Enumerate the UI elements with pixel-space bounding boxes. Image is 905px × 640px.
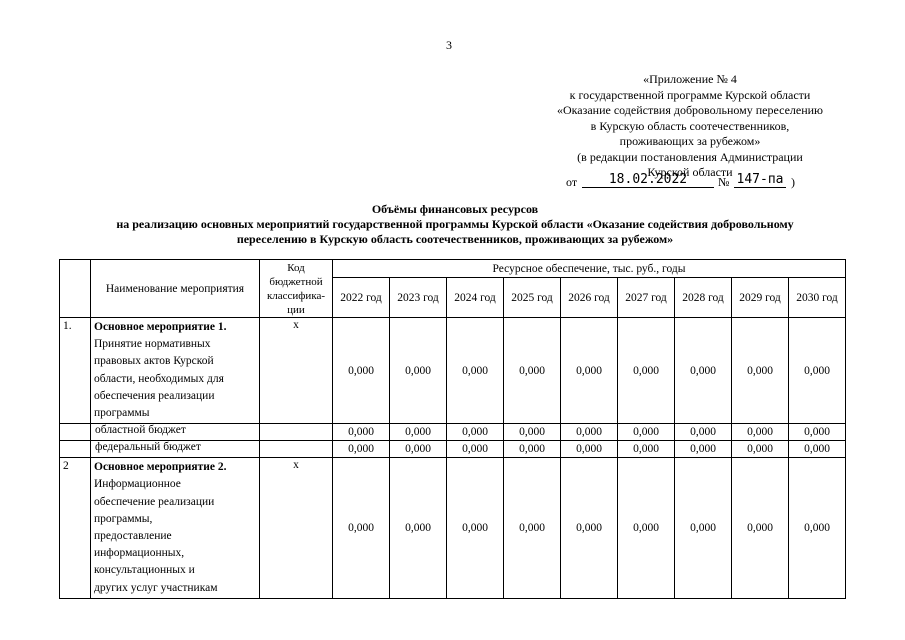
- activity-line: информационных,: [94, 547, 185, 560]
- title-line: Объёмы финансовых ресурсов: [371, 202, 539, 216]
- value-cell: 0,000: [390, 441, 447, 458]
- value-cell: 0,000: [618, 424, 675, 441]
- value-cell: 0,000: [447, 458, 504, 599]
- value-cell: 0,000: [618, 318, 675, 424]
- header-year: 2027 год: [618, 278, 675, 318]
- value-cell: 0,000: [561, 458, 618, 599]
- value-cell: 0,000: [447, 424, 504, 441]
- budget-source: областной бюджет: [91, 424, 260, 441]
- page-number: 3: [446, 38, 452, 52]
- decree-number: 147-па: [734, 172, 786, 188]
- table-row: [60, 458, 846, 599]
- appendix-line: Курской области: [647, 165, 733, 179]
- value-cell: 0,000: [618, 458, 675, 599]
- appendix-line: проживающих за рубежом»: [619, 134, 761, 148]
- value-cell: 0,000: [675, 458, 732, 599]
- value-cell: 0,000: [390, 318, 447, 424]
- value-cell: 0,000: [732, 424, 789, 441]
- activity-title: Основное мероприятие 2.: [94, 461, 227, 474]
- value-cell: 0,000: [504, 318, 561, 424]
- row-number: 2: [60, 458, 91, 599]
- value-cell: 0,000: [675, 441, 732, 458]
- row-number: [60, 441, 91, 458]
- value-cell: 0,000: [561, 424, 618, 441]
- value-cell: 0,000: [447, 441, 504, 458]
- value-cell: 0,000: [504, 458, 561, 599]
- value-cell: 0,000: [390, 424, 447, 441]
- value-cell: 0,000: [447, 318, 504, 424]
- value-cell: 0,000: [789, 458, 846, 599]
- budget-code: х: [260, 458, 333, 599]
- value-cell: 0,000: [618, 441, 675, 458]
- value-cell: 0,000: [504, 424, 561, 441]
- title-line: на реализацию основных мероприятий государственной программы Курской области «Оказание содействия добровольному: [116, 217, 794, 231]
- value-cell: 0,000: [333, 318, 390, 424]
- value-cell: 0,000: [789, 441, 846, 458]
- value-cell: 0,000: [789, 318, 846, 424]
- budget-code: [260, 424, 333, 441]
- activity-line: Принятие нормативных: [94, 338, 211, 351]
- activity-title: Основное мероприятие 1.: [94, 321, 227, 333]
- activity-line: программы,: [94, 512, 153, 525]
- appendix-line: «Приложение № 4: [643, 72, 737, 86]
- budget-source: федеральный бюджет: [91, 441, 260, 458]
- activity-line: обеспечения реализации: [94, 389, 215, 402]
- activity-line: предоставление: [94, 530, 172, 543]
- table-row: [60, 318, 846, 424]
- decree-date: 18.02.2022: [582, 172, 714, 188]
- activity-name: [91, 318, 260, 424]
- header-year: 2029 год: [732, 278, 789, 318]
- header-year: 2023 год: [390, 278, 447, 318]
- activity-line: программы: [94, 407, 150, 420]
- value-cell: 0,000: [561, 441, 618, 458]
- from-label: от: [566, 175, 578, 189]
- table-row: [60, 424, 846, 441]
- activity-line: правовых актов Курской: [94, 355, 214, 368]
- value-cell: 0,000: [333, 441, 390, 458]
- value-cell: 0,000: [504, 441, 561, 458]
- value-cell: 0,000: [675, 318, 732, 424]
- header-year: 2028 год: [675, 278, 732, 318]
- header-year: 2030 год: [789, 278, 846, 318]
- decree-date-line: [566, 172, 826, 190]
- appendix-line: «Оказание содействия добровольному переселению: [556, 103, 824, 117]
- code-header-line: классифика-: [266, 289, 326, 302]
- appendix-line: (в редакции постановления Администрации: [577, 149, 803, 164]
- row-number: [60, 424, 91, 441]
- value-cell: 0,000: [732, 318, 789, 424]
- financing-table: [59, 259, 846, 599]
- value-cell: 0,000: [732, 441, 789, 458]
- activity-line: обеспечение реализации: [94, 495, 215, 508]
- appendix-block: [540, 72, 840, 181]
- activity-line: других услуг участникам: [94, 581, 218, 594]
- code-header-line: бюджетной: [269, 275, 323, 288]
- closing-bracket: ): [791, 175, 795, 189]
- header-year: 2024 год: [447, 278, 504, 318]
- header-name-cell: Наименование мероприятия: [91, 260, 260, 318]
- document-title: [60, 202, 850, 247]
- table-row: [60, 441, 846, 458]
- header-number-cell: [60, 260, 91, 318]
- value-cell: 0,000: [732, 458, 789, 599]
- value-cell: 0,000: [390, 458, 447, 599]
- activity-line: области, необходимых для: [94, 372, 224, 385]
- number-label: №: [718, 175, 730, 189]
- activity-name: [91, 458, 260, 599]
- header-year: 2026 год: [561, 278, 618, 318]
- row-number: 1.: [60, 318, 91, 424]
- header-year: 2022 год: [333, 278, 390, 318]
- code-header-line: Код: [287, 261, 305, 274]
- value-cell: 0,000: [333, 458, 390, 599]
- header-year: 2025 год: [504, 278, 561, 318]
- activity-line: консультационных и: [94, 564, 195, 577]
- code-header-line: ции: [287, 303, 305, 316]
- appendix-line: к государственной программе Курской области: [569, 87, 811, 102]
- value-cell: 0,000: [333, 424, 390, 441]
- header-code-cell: [260, 260, 333, 318]
- value-cell: 0,000: [789, 424, 846, 441]
- budget-code: х: [260, 318, 333, 424]
- title-line: переселению в Курскую область соотечественников, проживающих за рубежом»: [236, 232, 674, 246]
- value-cell: 0,000: [561, 318, 618, 424]
- value-cell: 0,000: [675, 424, 732, 441]
- appendix-line: в Курскую область соотечественников,: [590, 118, 790, 133]
- budget-code: [260, 441, 333, 458]
- activity-line: Информационное: [94, 478, 181, 491]
- header-resources-cell: Ресурсное обеспечение, тыс. руб., годы: [333, 260, 846, 278]
